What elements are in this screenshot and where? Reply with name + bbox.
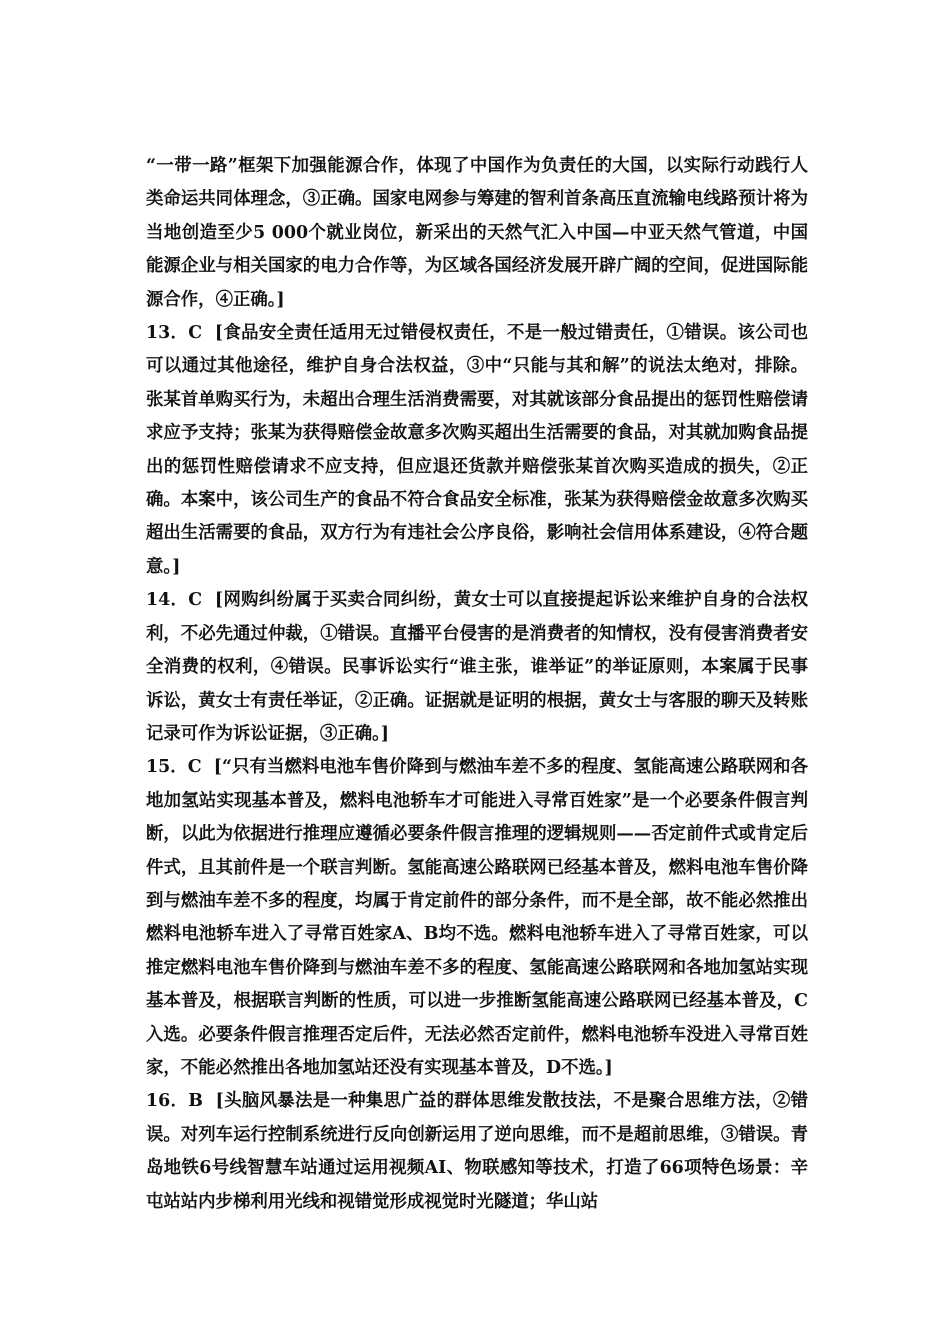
question-number: 15．: [146, 757, 188, 778]
explanation-text: [食品安全责任适用无过错侵权责任，不是一般过错责任，①错误。该公司也可以通过其他途径，维护自身合法权益，③中“只能与其和解”的说法太绝对，排除。张某首单购买行为，未超出合理生活消费需要，对其就该部分食品提出的惩罚性赔偿请求应予支持；张某为获得赔偿金故意多次购买超出生活需要的食品，对其就加购食品提出的惩罚性赔偿请求不应支持，但应退还货款并赔偿张某首次购买造成的损失，②正确。本案中，该公司生产的食品不符合食品安全标准，张某为获得赔偿金故意多次购买超出生活需要的食品，双方行为有违社会公序良俗，影响社会信用体系建设，④符合题意。]: [146, 323, 809, 577]
answer-letter: C: [187, 757, 202, 778]
answer-letter: C: [188, 323, 203, 344]
paragraph-text: “一带一路”框架下加强能源合作，体现了中国作为负责任的大国，以实际行动践行人类命运共同体理念，③正确。国家电网参与筹建的智利首条高压直流输电线路预计将为当地创造至少5 000个就业岗位，新采出的天然气汇入中国—中亚天然气管道，中国能源企业与相关国家的电力合作等，为区域各国经济发展开辟广阔的空间，促进国际能源合作，④正确。]: [146, 156, 808, 310]
question-number: 13．: [146, 323, 189, 344]
question-number: 14．: [146, 590, 189, 611]
explanation-text: [头脑风暴法是一种集思广益的群体思维发散技法，不是聚合思维方法，②错误。对列车运行控制系统进行反向创新运用了逆向思维，而不是超前思维，③错误。青岛地铁6号线智慧车站通过运用视频AI、物联感知等技术，打造了66项特色场景：辛屯站站内步梯利用光线和视错觉形成视觉时光隧道；华山站: [146, 1091, 809, 1212]
answer-explanation-page: [146, 150, 808, 1219]
answer-item-14: [146, 584, 808, 751]
paragraph-continuation: [146, 150, 808, 317]
answer-letter: B: [188, 1091, 203, 1112]
answer-letter: C: [188, 590, 203, 611]
explanation-text: [网购纠纷属于买卖合同纠纷，黄女士可以直接提起诉讼来维护自身的合法权利，不必先通过仲裁，①错误。直播平台侵害的是消费者的知情权，没有侵害消费者安全消费的权利，④错误。民事诉讼实行“谁主张，谁举证”的举证原则，本案属于民事诉讼，黄女士有责任举证，②正确。证据就是证明的根据，黄女士与客服的聊天及转账记录可作为诉讼证据，③正确。]: [146, 590, 809, 744]
question-number: 16．: [146, 1091, 189, 1112]
answer-item-16: [146, 1085, 808, 1219]
answer-item-15: [146, 751, 808, 1085]
answer-item-13: [146, 317, 808, 584]
explanation-text: [“只有当燃料电池车售价降到与燃油车差不多的程度、氢能高速公路联网和各地加氢站实现基本普及，燃料电池轿车才可能进入寻常百姓家”是一个必要条件假言判断，以此为依据进行推理应遵循必要条件假言推理的逻辑规则——否定前件式或肯定后件式，且其前件是一个联言判断。氢能高速公路联网已经基本普及，燃料电池车售价降到与燃油车差不多的程度，均属于肯定前件的部分条件，而不是全部，故不能必然推出燃料电池轿车进入了寻常百姓家A、B均不选。燃料电池轿车进入了寻常百姓家，可以推定燃料电池车售价降到与燃油车差不多的程度、氢能高速公路联网和各地加氢站实现基本普及，根据联言判断的性质，可以进一步推断氢能高速公路联网已经基本普及，C入选。必要条件假言推理否定后件，无法必然否定前件，燃料电池轿车没进入寻常百姓家，不能必然推出各地加氢站还没有实现基本普及，D不选。]: [146, 757, 808, 1078]
